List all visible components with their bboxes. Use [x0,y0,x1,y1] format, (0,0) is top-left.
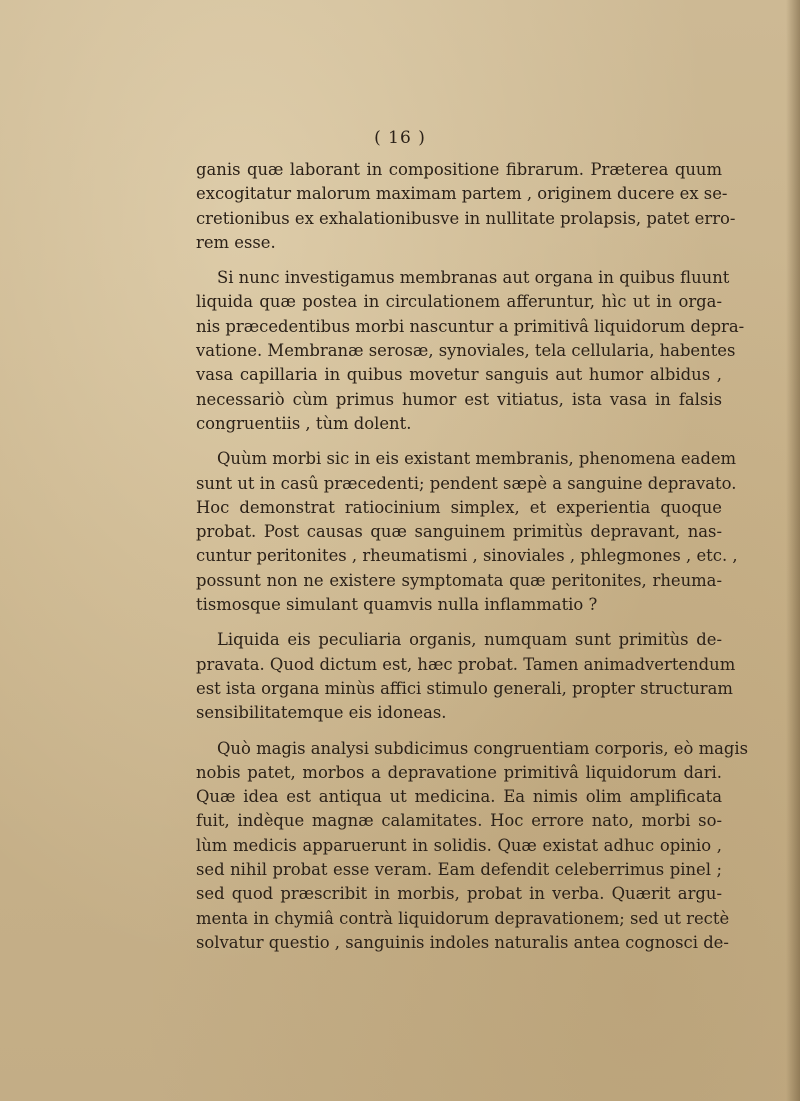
text-line: Si nunc investigamus membranas aut organa in quibus fluunt [217,268,730,288]
text-line: Quò magis analysi subdicimus congruentiam corporis, eò magis [217,738,749,758]
paragraph [196,737,749,956]
text-line: Liquida eis peculiaria organis, numquam sunt primitùs de- [217,630,722,650]
page-edge-shadow [786,0,800,1101]
text-line: sunt ut in casû præcedenti; pendent sæpè a sanguine depravato. [196,473,737,493]
paragraph [196,447,738,617]
text-line: solvatur questio , sanguinis indoles naturalis antea cognosci de- [196,932,729,952]
text-line: menta in chymiâ contrà liquidorum depravationem; sed ut rectè [196,908,730,928]
text-line: nobis patet, morbos a depravatione primitivâ liquidorum dari. [196,762,722,782]
text-line: Quùm morbi sic in eis existant membranis, phenomena eadem [217,449,737,469]
text-line: possunt non ne existere symptomata quæ peritonites, rheuma- [196,570,722,590]
text-line: nis præcedentibus morbi nascuntur a primitivâ liquidorum depra- [196,316,745,336]
text-line: sed nihil probat esse veram. Eam defendit celeberrimus pinel ; [196,860,722,880]
body-text [196,158,749,955]
text-line: ganis quæ laborant in compositione fibrarum. Præterea quum [196,160,722,179]
paragraph [196,158,736,255]
text-line: vasa capillaria in quibus movetur sanguis aut humor albidus , [196,365,722,385]
text-line: probat. Post causas quæ sanguinem primitùs depravant, nas- [196,522,722,542]
text-line: sensibilitatemque eis idoneas. [196,703,447,723]
text-line: cretionibus ex exhalationibusve in nullitate prolapsis, patet erro- [196,208,736,228]
text-line: fuit, indèque magnæ calamitates. Hoc errore nato, morbi so- [196,811,722,831]
text-line: pravata. Quod dictum est, hæc probat. Tamen animadvertendum [196,654,736,674]
text-line: cuntur peritonites , rheumatismi , sinoviales , phlegmones , etc. , [196,546,738,566]
text-line: lùm medicis apparuerunt in solidis. Quæ existat adhuc opinio , [196,835,722,855]
page-number: ( 16 ) [374,128,426,148]
text-line: Hoc demonstrat ratiocinium simplex, et experientia quoque [196,497,722,517]
text-line: excogitatur malorum maximam partem , originem ducere ex se- [196,184,728,204]
text-line: sed quod præscribit in morbis, probat in verba. Quærit argu- [196,884,722,904]
text-line: liquida quæ postea in circulationem afferuntur, hìc ut in orga- [196,292,722,312]
text-line: necessariò cùm primus humor est vitiatus, ista vasa in falsis [196,389,722,409]
paragraph [196,266,745,436]
text-line: rem esse. [196,232,276,252]
text-line: tismosque simulant quamvis nulla inflammatio ? [196,595,598,615]
text-line: congruentiis , tùm dolent. [196,413,412,433]
paragraph [196,628,736,725]
text-line: Quæ idea est antiqua ut medicina. Ea nimis olim amplificata [196,787,722,807]
text-line: vatione. Membranæ serosæ, synoviales, tela cellularia, habentes [196,341,736,361]
text-line: est ista organa minùs affici stimulo generali, propter structuram [196,678,733,698]
